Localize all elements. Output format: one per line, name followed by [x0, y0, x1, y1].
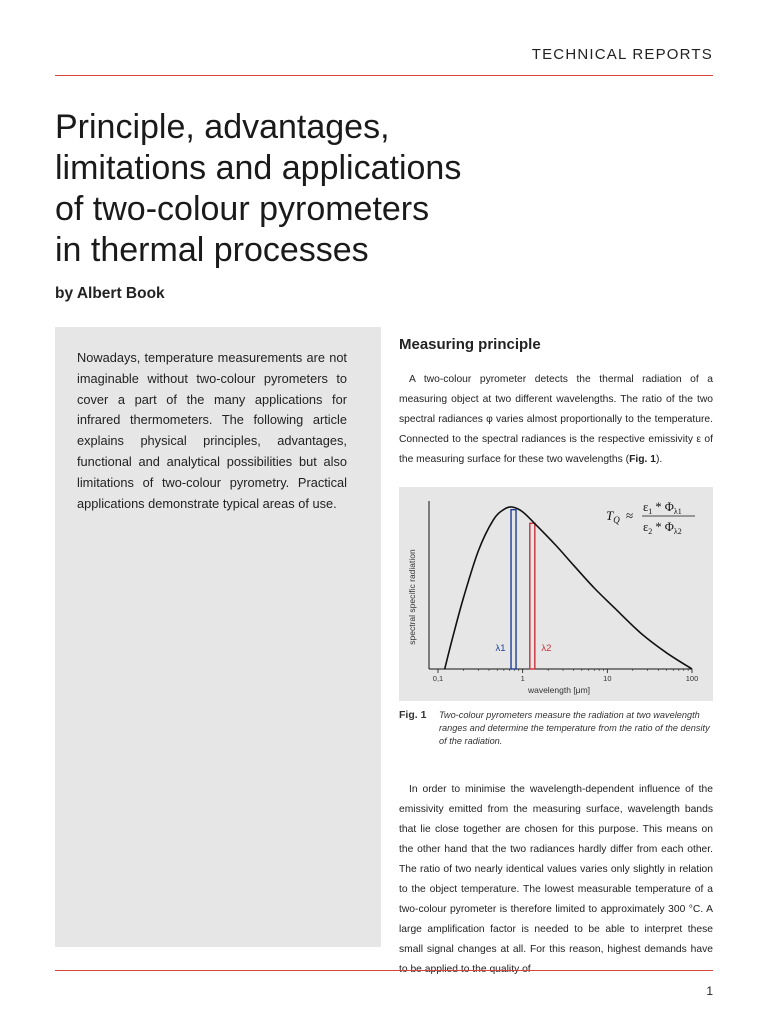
author-byline: by Albert Book — [55, 285, 165, 302]
title-line: in thermal processes — [55, 231, 369, 269]
article-title — [55, 107, 715, 271]
ratio-formula — [606, 500, 695, 536]
band-label: λ2 — [541, 643, 552, 654]
x-axis-label: wavelength [μm] — [527, 685, 591, 695]
band-1 — [511, 510, 516, 669]
band-label: λ1 — [495, 643, 506, 654]
figure-caption — [399, 709, 713, 749]
section-heading: Measuring principle — [399, 336, 541, 353]
title-line: Principle, advantages, — [55, 108, 390, 146]
x-tick-label: 0,1 — [432, 674, 444, 683]
footer-rule — [55, 970, 713, 971]
paragraph-2: In order to minimise the wavelength-dependent influence of the emissivity emitted from the measuring surface, wavelength bands that lie close together are chosen for this purpose. This means on the other hand that the two radiances hardly differ from each other. The ratio of two nearly identical values varies only slightly in relation to the object temperature. The lowest measurable temperature of a two-colour pyrometer is therefore limited to approximately 300 °C. A large amplification factor is needed to be able to interpret these small signal changes at all. For this reason, highest demands have — [399, 784, 713, 955]
wavelength-bands — [496, 510, 552, 669]
title-line: of two-colour pyrometers — [55, 190, 430, 228]
paragraph-1 — [399, 370, 713, 470]
x-tick-label: 1 — [520, 674, 525, 683]
section-label: TECHNICAL REPORTS — [531, 46, 713, 63]
figure-1 — [399, 487, 713, 701]
y-axis-label: spectral specific radiation — [407, 549, 417, 645]
header-rule — [55, 75, 713, 76]
formula-numerator: $\varepsilon_1 * \Phi_{\lambda 1}$ — [643, 500, 682, 516]
figure-reference[interactable]: Fig. 1 — [629, 454, 656, 465]
formula-lhs: $T_Q$ — [606, 508, 620, 525]
formula-approx: ≈ — [626, 508, 634, 523]
x-tick-label: 10 — [603, 674, 612, 683]
paragraph-1-text: A two-colour pyrometer detects the thermal radiation of a measuring object at two different wavelengths. The ratio of the two spectral radiances φ varies almost proportionally to the temperature. Connected to the spectral radiances is the respective emissivity ε of the measuring surface for these two wavelengths ( — [399, 374, 713, 465]
figure-caption-text: Two-colour pyrometers measure the radiation at two wavelength ranges and determine the temperature from the ratio of the density of the radiation. — [439, 710, 710, 746]
page-number: 1 — [706, 984, 713, 998]
x-tick-labels — [433, 674, 698, 683]
abstract-text: Nowadays, temperature measurements are not imaginable without two-colour pyrometers to cover a part of the many applications for infrared thermometers. The following article explains physical principles, advantages, functional and analytical possibilities but also limitations of two-colour pyrometry. Practical applications demonstrate typical areas of use. — [77, 350, 347, 511]
abstract-box — [55, 327, 381, 947]
title-line: limitations and applications — [55, 149, 462, 187]
band-2 — [530, 523, 535, 669]
x-tick-label: 100 — [685, 674, 699, 683]
paragraph-1-end: ). — [655, 454, 663, 465]
formula-denominator: $\varepsilon_2 * \Phi_{\lambda 2}$ — [643, 520, 682, 536]
radiation-chart — [399, 487, 713, 701]
figure-label: Fig. 1 — [399, 709, 427, 721]
